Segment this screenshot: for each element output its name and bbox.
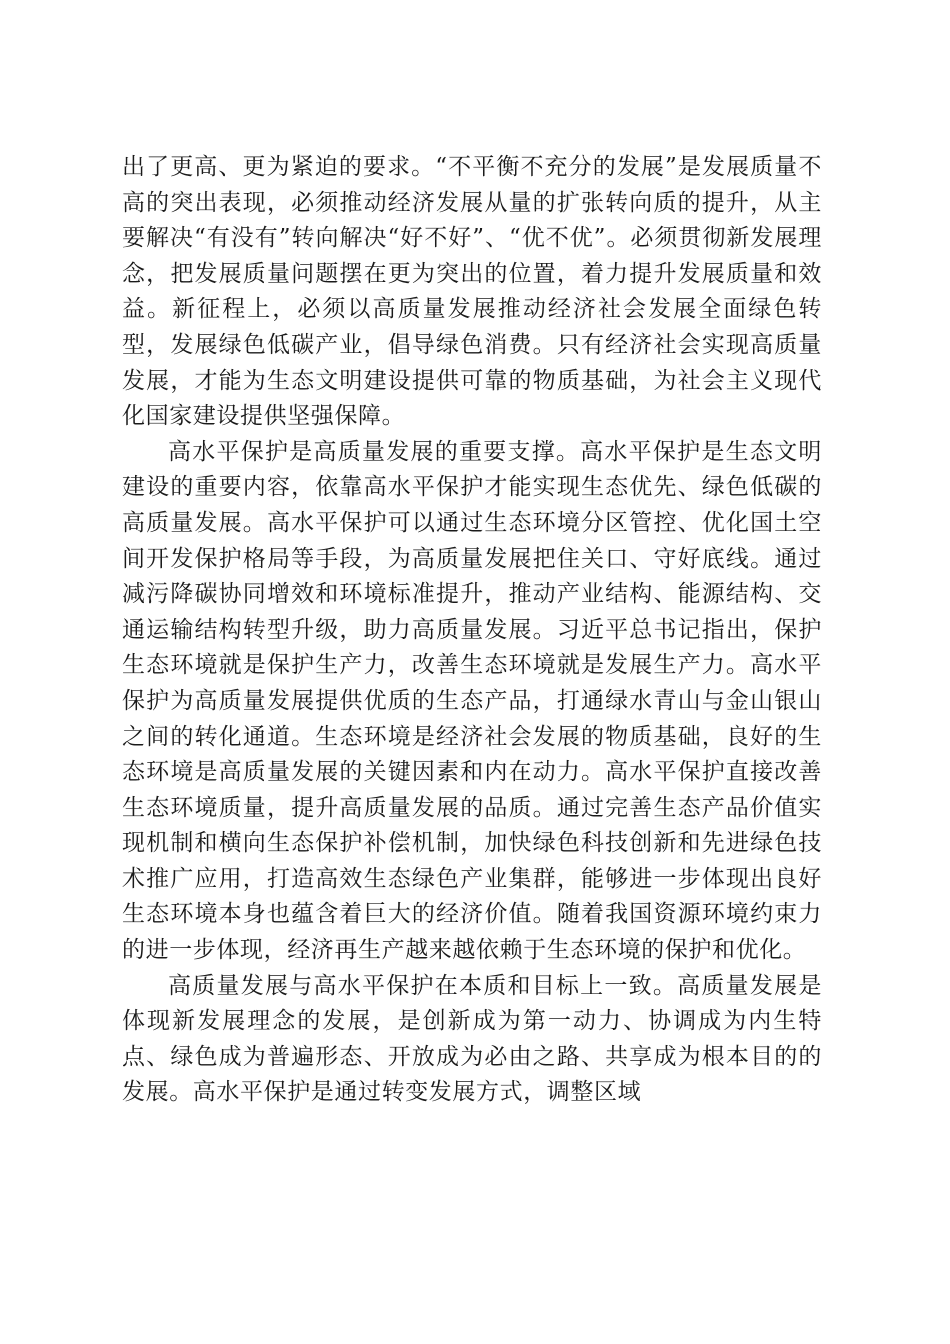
document-body [122,150,822,1111]
paragraph-protection-support: 高水平保护是高质量发展的重要支撑。高水平保护是生态文明建设的重要内容，依靠高水平保护才能实现生态优先、绿色低碳的高质量发展。高水平保护可以通过生态环境分区管控、优化国土空间开发保护格局等手段，为高质量发展把住关口、守好底线。通过减污降碳协同增效和环境标准提升，推动产业结构、能源结构、交通运输结构转型升级，助力高质量发展。习近平总书记指出，保护生态环境就是保护生产力，改善生态环境就是发展生产力。高水平保护为高质量发展提供优质的生态产品，打通绿水青山与金山银山之间的转化通道。生态环境是经济社会发展的物质基础，良好的生态环境是高质量发展的关键因素和内在动力。高水平保护直接改善生态环境质量，提升高质量发展的品质。通过完善生态产品价值实现机制和横向生态保护补偿机制，加快绿色科技创新和先进绿色技术推广应用，打造高效生态绿色产业集群，能够进一步体现出良好生态环境本身也蕴含着巨大的经济价值。随着我国资源环境约束力的进一步体现，经济再生产越来越依赖于生态环境的保护和优化。 [122,438,822,964]
paragraph-development-protection-consistency: 高质量发展与高水平保护在本质和目标上一致。高质量发展是体现新发展理念的发展，是创新成为第一动力、协调成为内生特点、绿色成为普遍形态、开放成为必由之路、共享成为根本目的的发展。高水平保护是通过转变发展方式，调整区域 [122,972,822,1106]
paragraph-continuation: 出了更高、更为紧迫的要求。“不平衡不充分的发展”是发展质量不高的突出表现，必须推动经济发展从量的扩张转向质的提升，从主要解决“有没有”转向解决“好不好”、“优不优”。必须贯彻新发展理念，把发展质量问题摆在更为突出的位置，着力提升发展质量和效益。新征程上，必须以高质量发展推动经济社会发展全面绿色转型，发展绿色低碳产业，倡导绿色消费。只有经济社会实现高质量发展，才能为生态文明建设提供可靠的物质基础，为社会主义现代化国家建设提供坚强保障。 [122,154,822,430]
